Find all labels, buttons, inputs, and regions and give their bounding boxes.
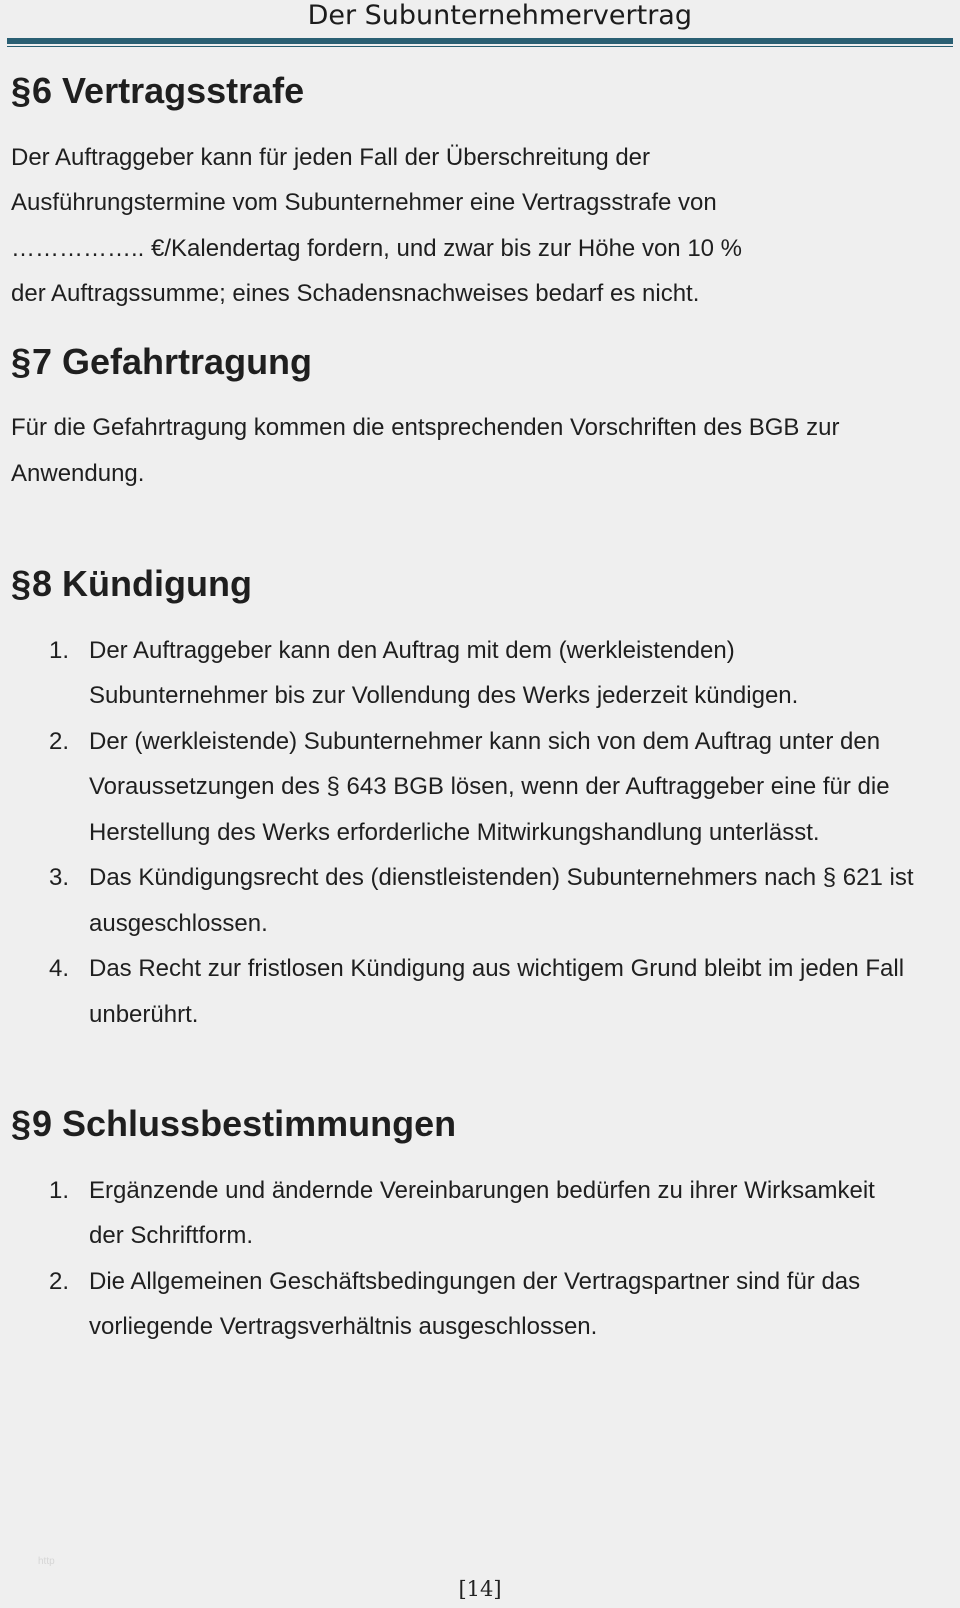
list-item-number: 4. xyxy=(49,955,70,982)
list-item xyxy=(11,1259,939,1350)
section-heading-schlussbestimmungen xyxy=(11,1101,946,1147)
section-paragraph: Für die Gefahrtragung kommen die entsprechenden Vorschriften des BGB zur Anwendung. xyxy=(11,414,840,487)
document-header-title: Der Subunternehmervertrag xyxy=(307,0,692,31)
section-heading-gefahrtragung xyxy=(11,339,946,385)
list-item-text: Der Auftraggeber kann den Auftrag mit dem (werkleistenden) Subunternehmer bis zur Vollendung des Werks jederzeit kündigen. xyxy=(89,636,799,709)
section-title: 7 Gefahrtragung xyxy=(32,340,313,382)
page-number: [14] xyxy=(458,1577,502,1601)
list-item xyxy=(11,946,939,1037)
list-item-text: Ergänzende und ändernde Vereinbarungen bedürfen zu ihrer Wirksamkeit der Schriftform. xyxy=(89,1176,875,1249)
list-item xyxy=(11,1168,879,1259)
header-rule-thin xyxy=(7,46,953,47)
section-heading-vertragsstrafe xyxy=(11,68,946,114)
paragraph-sign: § xyxy=(11,340,32,382)
kuendigung-list xyxy=(11,628,946,1038)
list-item-number: 1. xyxy=(49,636,70,664)
list-item-text: Der (werkleistende) Subunternehmer kann sich von dem Auftrag unter den Voraussetzungen des § 643 BGB lösen, wenn der Auftraggeber eine für die Herstellung des Werks erforderliche Mitwirkungshandlung unterlässt. xyxy=(89,727,890,846)
list-item-number: 1. xyxy=(49,1176,70,1204)
list-item-number: 2. xyxy=(49,727,70,755)
document-body xyxy=(11,68,946,1350)
section-title: 6 Vertragsstrafe xyxy=(32,70,305,111)
list-item-text: Das Recht zur fristlosen Kündigung aus wichtigem Grund bleibt im jeden Fall unberührt. xyxy=(89,955,905,1028)
paragraph-sign: § xyxy=(11,563,32,604)
list-item-number: 2. xyxy=(49,1267,70,1295)
paragraph-sign: § xyxy=(11,1103,32,1144)
schlussbestimmungen-list xyxy=(11,1168,946,1350)
section-title: 8 Kündigung xyxy=(32,563,252,604)
list-item xyxy=(11,719,939,856)
watermark-text: http xyxy=(38,1556,55,1567)
list-item-text: Die Allgemeinen Geschäftsbedingungen der Vertragspartner sind für das vorliegende Vertragsverhältnis ausgeschlossen. xyxy=(89,1267,861,1340)
section-heading-kuendigung xyxy=(11,561,946,607)
list-item xyxy=(11,628,869,719)
section-paragraph: Der Auftraggeber kann für jeden Fall der Überschreitung der Ausführungstermine vom Subunternehmer eine Vertragsstrafe von …………….. €/Kalendertag fordern, und zwar bis zur Höhe von 10 % der Auftragssumme; eines Schadensnachweises bedarf es nicht. xyxy=(11,143,743,307)
list-item xyxy=(11,855,924,946)
section-title: 9 Schlussbestimmungen xyxy=(32,1103,457,1144)
paragraph-sign: § xyxy=(11,70,32,111)
list-item-number: 3. xyxy=(49,864,70,891)
header-rule-thick xyxy=(7,38,953,44)
list-item-text: Das Kündigungsrecht des (dienstleistenden) Subunternehmers nach § 621 ist ausgeschlossen. xyxy=(89,864,914,937)
